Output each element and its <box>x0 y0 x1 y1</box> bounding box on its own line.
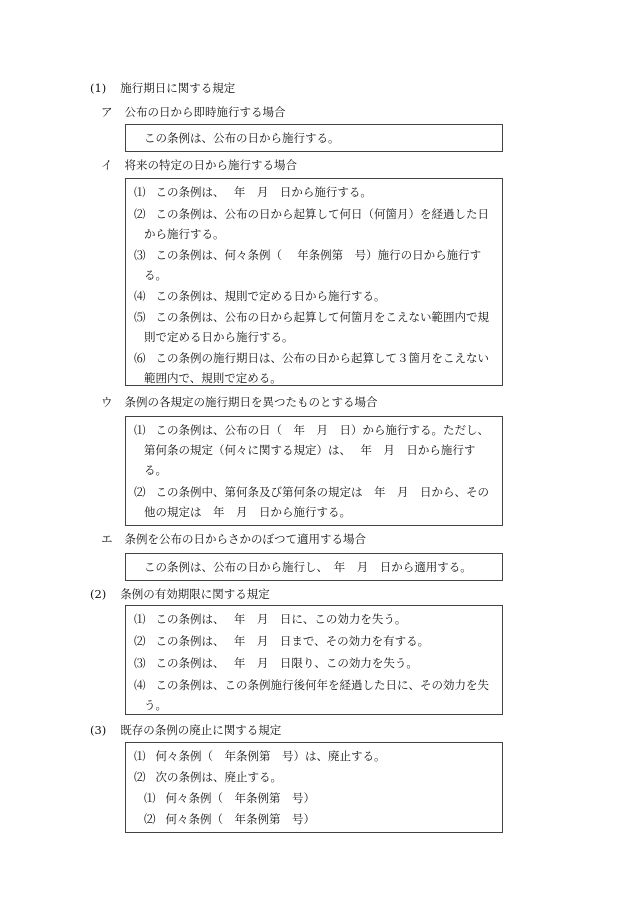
list-item: ⑴ この条例は、公布の日（ 年 月 日）から施行する。ただし、 <box>134 423 489 437</box>
list-item: ⑷ この条例は、規則で定める日から施行する。 <box>134 289 386 303</box>
subsection-u-heading: ウ 条例の各規定の施行期日を異つたものとする場合 <box>101 395 378 409</box>
example-box-a <box>125 124 503 152</box>
list-item-cont: 則で定める日から施行する。 <box>144 330 294 344</box>
list-item-cont: 他の規定は 年 月 日から施行する。 <box>144 505 351 519</box>
list-item: ⑵ この条例は、公布の日から起算して何日（何箇月）を経過した日 <box>134 207 489 221</box>
example-text: この条例は、公布の日から施行し、 年 月 日から適用する。 <box>144 560 472 574</box>
list-item-cont: 範囲内で、規則で定める。 <box>144 371 282 385</box>
example-text: この条例は、公布の日から施行する。 <box>144 131 340 145</box>
list-item-cont: う。 <box>144 698 167 712</box>
section-number: (1) <box>90 81 107 95</box>
list-item-cont: 第何条の規定（何々に関する規定）は、 年 月 日から施行す <box>144 443 476 457</box>
list-item: ⑹ この条例の施行期日は、公布の日から起算して３箇月をこえない <box>134 351 489 365</box>
list-item: ⑵ この条例は、 年 月 日まで、その効力を有する。 <box>134 634 430 648</box>
example-box-u <box>125 416 503 526</box>
subsection-e-heading: エ 条例を公布の日からさかのぼつて適用する場合 <box>101 532 366 546</box>
example-box-2 <box>125 605 503 715</box>
list-item-cont: から施行する。 <box>144 227 225 241</box>
list-item: ⑶ この条例は、何々条例（ 年条例第 号）施行の日から施行す <box>134 248 482 262</box>
section-title: 施行期日に関する規定 <box>120 81 236 95</box>
list-item: ⑸ この条例は、公布の日から起算して何箇月をこえない範囲内で規 <box>134 310 489 324</box>
list-item: ⑴ この条例は、 年 月 日に、この効力を失う。 <box>134 612 407 626</box>
list-item: ⑶ この条例は、 年 月 日限り、この効力を失う。 <box>134 656 418 670</box>
list-item-cont: る。 <box>144 463 167 477</box>
list-item: ⑷ この条例は、この条例施行後何年を経過した日に、その効力を失 <box>134 678 489 692</box>
section-1-heading <box>90 80 235 96</box>
list-item: ⑴ この条例は、 年 月 日から施行する。 <box>134 185 372 199</box>
subsection-i-heading: イ 将来の特定の日から施行する場合 <box>101 158 297 172</box>
sub-list-item: ⑴ 何々条例（ 年条例第 号） <box>144 791 315 805</box>
example-box-i <box>125 178 503 386</box>
list-item: ⑴ 何々条例（ 年条例第 号）は、廃止する。 <box>134 749 386 763</box>
section-2-heading: (2) 条例の有効期限に関する規定 <box>90 587 270 601</box>
list-item: ⑵ この条例中、第何条及び第何条の規定は 年 月 日から、その <box>134 485 489 499</box>
list-item-cont: る。 <box>144 268 167 282</box>
section-3-heading: (3) 既存の条例の廃止に関する規定 <box>90 723 282 737</box>
sub-list-item: ⑵ 何々条例（ 年条例第 号） <box>144 812 315 826</box>
list-item: ⑵ 次の条例は、廃止する。 <box>134 770 282 784</box>
example-box-3 <box>125 742 503 833</box>
subsection-a-heading: ア 公布の日から即時施行する場合 <box>101 105 286 119</box>
example-box-e <box>125 553 503 581</box>
